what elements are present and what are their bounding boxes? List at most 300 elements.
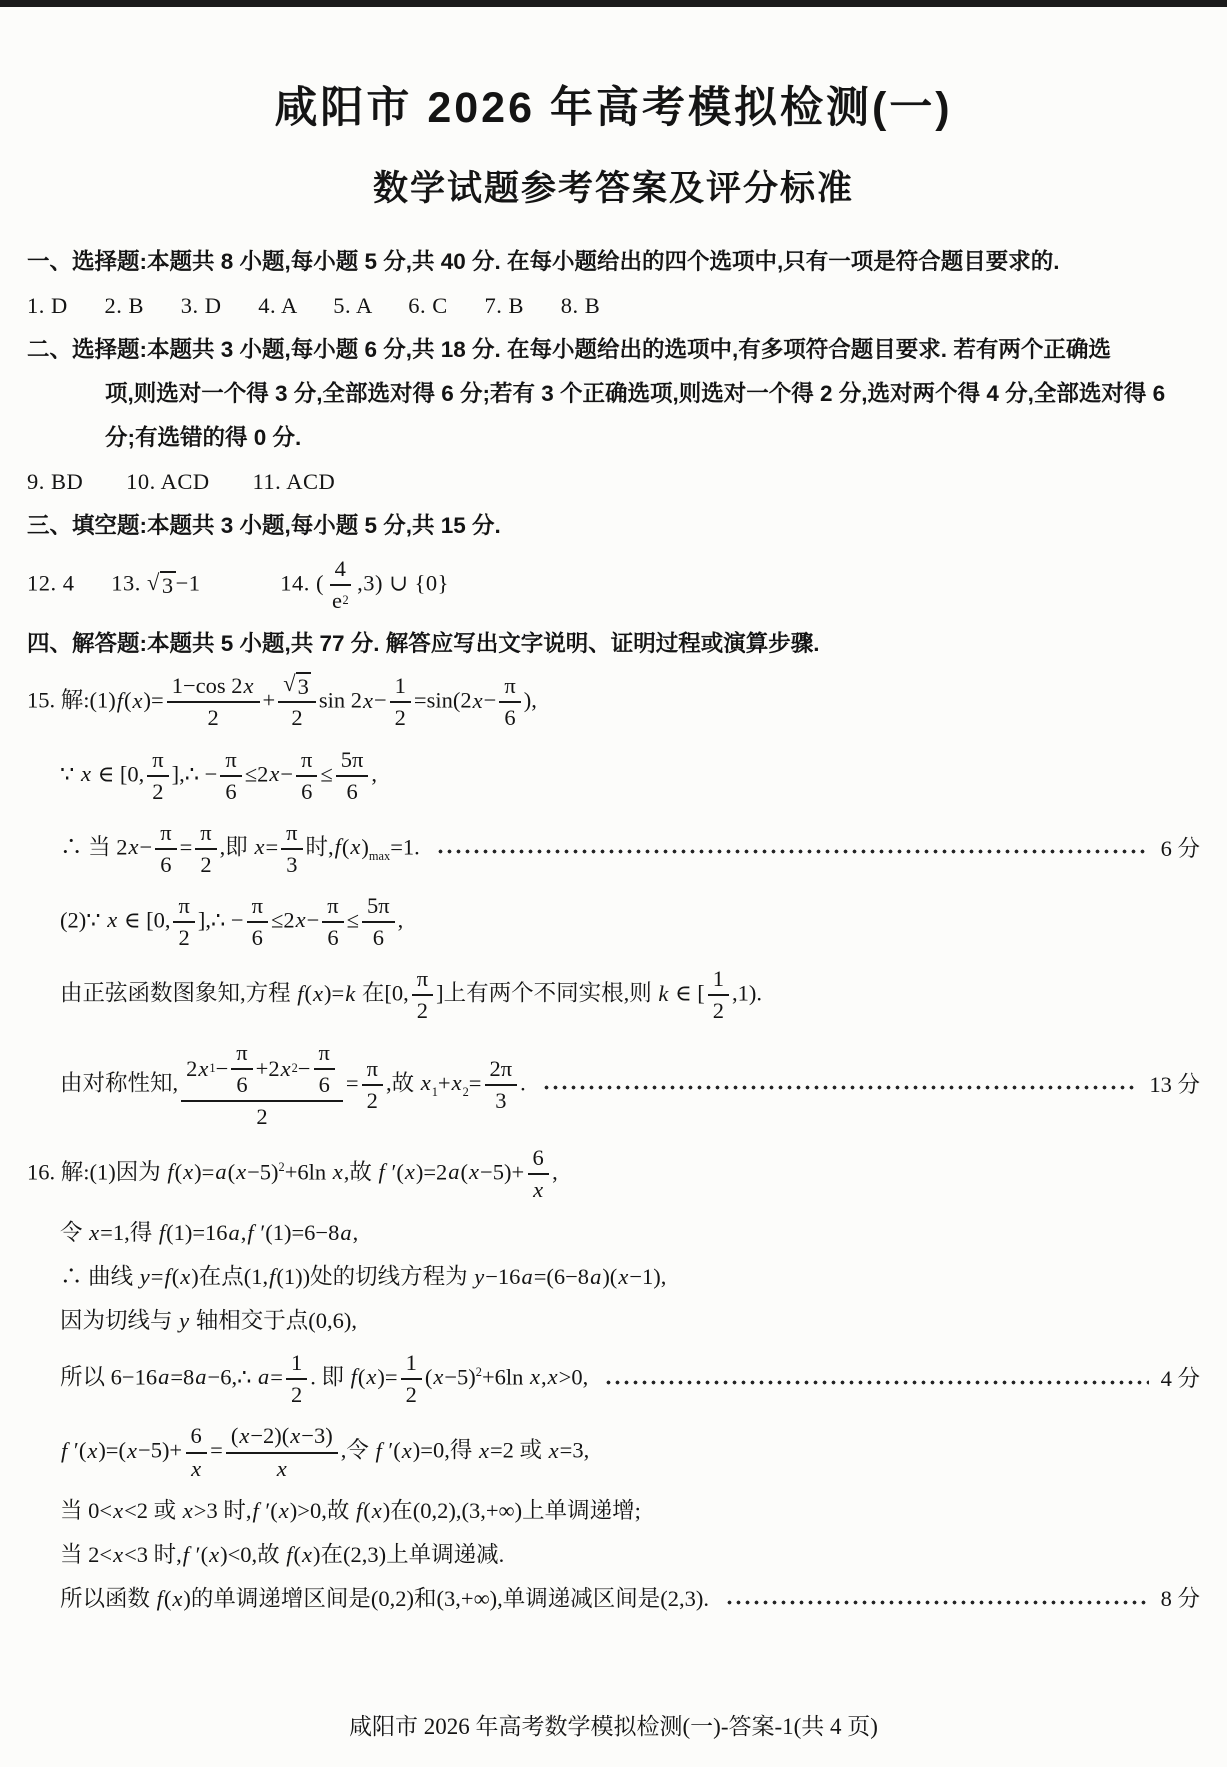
text-run: ,令 xyxy=(340,1437,375,1463)
numerator xyxy=(499,672,520,703)
math-variable: y xyxy=(139,1263,150,1289)
text-run: 时, xyxy=(305,834,334,860)
text-run: −5) xyxy=(247,1159,279,1185)
denominator xyxy=(490,1086,511,1115)
text-run: π xyxy=(286,819,298,845)
math-variable: f xyxy=(182,1542,190,1568)
text-run: =sin(2 xyxy=(413,687,472,713)
math-variable: f xyxy=(156,1586,163,1612)
denominator xyxy=(401,1380,422,1409)
numerator xyxy=(167,672,260,703)
math-variable: x xyxy=(547,1364,558,1390)
text-run: (2)∵ xyxy=(60,907,107,933)
text-run: 二、选择题:本题共 3 小题,每小题 6 分,共 18 分. 在每小题给出的选项中,有多项符合题目要求. 若有两个正确选 xyxy=(27,337,1111,363)
text-run: 四、解答题:本题共 5 小题,共 77 分. 解答应写出文字说明、证明过程或演算步骤. xyxy=(27,630,820,656)
subscript: 1 xyxy=(431,1084,438,1099)
fraction xyxy=(147,746,168,806)
text-run: 6 xyxy=(372,925,384,951)
numerator xyxy=(231,1039,252,1070)
math-variable: x xyxy=(548,1437,559,1463)
math-variable: x xyxy=(278,1498,289,1524)
dotted-leader xyxy=(542,1085,1138,1090)
text-run: 1 xyxy=(394,673,406,699)
fraction xyxy=(220,746,241,806)
text-run: )= xyxy=(377,1364,398,1390)
p16-line8 xyxy=(27,1540,1200,1571)
text-run: 分;有选错的得 0 分. xyxy=(105,425,302,451)
text-run: π xyxy=(251,893,263,918)
score-label: 8 分 xyxy=(1160,1586,1200,1612)
subscript: 2 xyxy=(291,1060,298,1075)
text-run: 1 xyxy=(712,966,724,992)
p15-line1 xyxy=(27,672,1200,732)
text-run: π xyxy=(225,746,237,772)
p16-line7 xyxy=(27,1496,1200,1527)
math-variable: x xyxy=(366,1364,377,1390)
math-variable: x xyxy=(113,1498,124,1524)
text-run: , xyxy=(552,1159,558,1185)
text-run: +6ln xyxy=(284,1159,332,1185)
text-run: π xyxy=(327,893,339,918)
text-run: = xyxy=(210,1437,223,1463)
text-run: 2 xyxy=(416,998,429,1024)
text-run: ( xyxy=(293,1542,302,1568)
math-run xyxy=(105,380,1165,408)
text-run: +6ln xyxy=(481,1364,530,1390)
text-run: =8 xyxy=(170,1364,195,1390)
math-variable: y xyxy=(474,1263,485,1289)
numerator xyxy=(181,1039,343,1102)
text-run: 1. D 2. B 3. D 4. A 5. A 6. C 7. B 8. B xyxy=(27,293,601,319)
math-variable: f xyxy=(247,1219,254,1245)
numerator xyxy=(286,1349,307,1380)
denominator xyxy=(708,996,729,1025)
text-run: 6 xyxy=(225,778,237,804)
fraction xyxy=(527,1144,549,1204)
math-variable: a xyxy=(158,1364,170,1390)
numerator xyxy=(708,965,729,996)
text-run: 当 2< xyxy=(60,1542,113,1568)
text-run: 6 xyxy=(532,1144,544,1170)
text-run: ( xyxy=(424,1364,433,1390)
denominator xyxy=(185,1454,207,1483)
math-run xyxy=(27,468,335,496)
math-variable: x xyxy=(113,1542,124,1568)
math-variable: f xyxy=(252,1498,259,1524)
text-run: π xyxy=(200,819,212,845)
fraction xyxy=(322,892,343,952)
text-run: 2 xyxy=(256,1103,268,1129)
score-label: 13 分 xyxy=(1149,1071,1200,1097)
math-variable: x xyxy=(239,1423,250,1449)
fraction xyxy=(336,746,369,806)
numerator xyxy=(296,746,317,777)
p15-line4 xyxy=(27,892,1200,952)
math-variable: x xyxy=(302,1542,313,1568)
math-variable: x xyxy=(191,1455,202,1481)
math-variable: k xyxy=(658,980,669,1006)
math-variable: x xyxy=(362,687,373,713)
text-run: ∵ xyxy=(60,760,80,786)
fraction xyxy=(485,1055,518,1115)
text-run: , xyxy=(352,1219,359,1245)
math-variable: x xyxy=(533,1177,544,1202)
text-run: ]上有两个不同实根,则 xyxy=(436,980,658,1006)
text-run: )<0,故 xyxy=(220,1542,286,1568)
superscript: 2 xyxy=(278,1159,285,1174)
fraction xyxy=(314,1039,335,1099)
text-run: −5)+ xyxy=(138,1437,183,1463)
p15-line2 xyxy=(27,746,1200,806)
text-run: 三、填空题:本题共 3 小题,每小题 5 分,共 15 分. xyxy=(27,513,501,539)
text-run: 2 xyxy=(178,925,190,951)
text-run: 2 xyxy=(186,1055,198,1081)
denominator xyxy=(286,703,307,732)
text-run: ( xyxy=(460,1159,469,1185)
math-run xyxy=(60,1263,666,1291)
radical-sign: √ xyxy=(147,570,160,596)
text-run: ,即 xyxy=(219,834,254,860)
numerator xyxy=(220,746,241,777)
text-run: 由对称性知, xyxy=(60,1069,179,1095)
numerator xyxy=(362,892,395,923)
p16-line2 xyxy=(27,1217,1200,1248)
fraction xyxy=(167,672,260,732)
text-run: −6,∴ xyxy=(207,1364,258,1390)
math-variable: x xyxy=(371,1498,382,1524)
math-variable: f xyxy=(350,1364,357,1390)
fraction xyxy=(247,892,268,952)
denominator xyxy=(296,777,317,806)
sec1-answers xyxy=(27,291,1200,322)
text-run: π xyxy=(152,746,164,772)
math-run xyxy=(27,1144,558,1204)
text-run: )在(2,3)上单调递减. xyxy=(313,1542,505,1568)
denominator xyxy=(341,777,362,806)
text-run: 6 xyxy=(327,925,339,951)
text-run: 2 xyxy=(366,1087,378,1113)
text-run: 所以 6−16 xyxy=(60,1364,158,1390)
score-label: 4 分 xyxy=(1160,1366,1200,1392)
math-variable: a xyxy=(258,1364,270,1390)
text-run: )>0,故 xyxy=(289,1498,355,1524)
math-variable: a xyxy=(195,1364,207,1390)
math-variable: x xyxy=(183,1159,194,1185)
denominator xyxy=(247,923,268,952)
numerator xyxy=(528,1144,549,1175)
denominator xyxy=(155,850,176,879)
numerator xyxy=(330,555,352,586)
numerator xyxy=(147,746,168,777)
text-run: 16. 解:(1)因为 xyxy=(27,1159,167,1185)
math-run xyxy=(60,1039,526,1131)
sec3-header xyxy=(27,511,1200,542)
text-run: = xyxy=(270,1364,283,1390)
math-variable: x xyxy=(618,1263,629,1289)
math-variable: x xyxy=(236,1159,247,1185)
score-label: 6 分 xyxy=(1160,835,1200,861)
text-run: π xyxy=(236,1039,248,1065)
text-run: e xyxy=(331,588,343,614)
p16-line1 xyxy=(27,1144,1200,1204)
text-run: ],∴ − xyxy=(197,907,244,933)
math-run xyxy=(27,672,537,732)
text-run: 所以函数 xyxy=(60,1586,156,1612)
text-run: ( xyxy=(163,1586,172,1612)
math-variable: a xyxy=(228,1219,240,1245)
text-run: 2 xyxy=(405,1382,417,1408)
math-variable: x xyxy=(107,907,118,933)
text-run: 6 xyxy=(318,1071,330,1097)
text-run: ′( xyxy=(68,1437,87,1463)
text-run: 2 xyxy=(207,705,219,731)
text-run: −3) xyxy=(301,1423,333,1449)
text-run: ′( xyxy=(259,1498,278,1524)
numerator xyxy=(314,1039,335,1070)
math-run xyxy=(60,1307,357,1335)
text-run: π xyxy=(301,746,313,772)
text-run: ′( xyxy=(385,1159,404,1185)
text-run: ≤2 xyxy=(244,760,269,786)
text-run: ( xyxy=(171,1263,180,1289)
math-variable: x xyxy=(420,1069,431,1095)
text-run: ,1). xyxy=(732,980,762,1006)
text-run: )( xyxy=(602,1263,618,1289)
dotted-leader xyxy=(604,1380,1148,1385)
text-run: 在[0, xyxy=(356,980,409,1006)
text-run: −16 xyxy=(485,1263,521,1289)
math-variable: x xyxy=(433,1364,444,1390)
text-run: = xyxy=(150,1263,164,1289)
text-run: 6 xyxy=(251,925,263,951)
text-run: ( xyxy=(174,1159,183,1185)
text-run: +2 xyxy=(255,1055,280,1081)
text-run: 轴相交于点(0,6), xyxy=(190,1307,358,1333)
math-variable: x xyxy=(478,1437,489,1463)
text-run: 5π xyxy=(367,893,390,918)
math-variable: x xyxy=(295,907,306,933)
math-variable: x xyxy=(80,760,91,786)
math-run xyxy=(60,1219,358,1247)
text-run: 6 xyxy=(504,705,516,731)
fraction xyxy=(226,1422,338,1482)
text-run: 3 xyxy=(297,674,309,700)
text-run: 6 xyxy=(346,778,358,804)
math-run xyxy=(60,892,403,952)
math-variable: x xyxy=(128,834,139,860)
math-variable: x xyxy=(87,1437,98,1463)
text-run: ) xyxy=(361,834,369,860)
math-variable: x xyxy=(269,760,280,786)
math-variable: x xyxy=(254,834,265,860)
math-run xyxy=(27,512,501,540)
text-run: 1−cos 2 xyxy=(171,673,243,699)
text-run: π xyxy=(178,893,190,918)
text-run: 14. ( xyxy=(200,570,324,596)
numerator xyxy=(412,965,433,996)
math-run xyxy=(27,292,600,320)
text-run: ( xyxy=(341,834,350,860)
denominator xyxy=(322,923,343,952)
text-run: 5π xyxy=(340,746,364,772)
text-run: ( xyxy=(124,687,132,713)
text-run: ( xyxy=(357,1364,366,1390)
text-run: 3 xyxy=(161,573,174,599)
text-run: 当 0< xyxy=(60,1498,113,1524)
text-run: =2 或 xyxy=(489,1437,548,1463)
subscript: max xyxy=(368,848,391,863)
denominator xyxy=(368,923,389,952)
text-run: )= xyxy=(194,1159,215,1185)
text-run: 6 xyxy=(301,778,313,804)
math-variable: f xyxy=(164,1263,171,1289)
math-variable: x xyxy=(132,687,143,713)
dotted-leader xyxy=(725,1600,1149,1605)
math-variable: f xyxy=(334,834,341,860)
text-run: π xyxy=(160,819,172,845)
text-run: ( xyxy=(363,1498,371,1524)
math-variable: a xyxy=(521,1263,533,1289)
text-run: 6 xyxy=(190,1423,202,1449)
text-run: , xyxy=(240,1219,247,1245)
sec2-header-line2 xyxy=(27,379,1200,410)
text-run: −5) xyxy=(444,1364,476,1390)
math-run xyxy=(27,336,1111,364)
text-run: 9. BD 10. ACD 11. ACD xyxy=(27,469,336,495)
sec3-answers xyxy=(27,555,1200,615)
text-run: 2 xyxy=(291,705,303,731)
text-run: )=0,得 xyxy=(412,1437,478,1463)
p15-line5 xyxy=(27,965,1200,1025)
math-variable: x xyxy=(404,1159,415,1185)
text-run: )的单调递增区间是(0,2)和(3,+∞),单调递减区间是(2,3). xyxy=(183,1586,709,1612)
math-variable: f xyxy=(355,1498,363,1524)
text-run: >3 时, xyxy=(193,1498,252,1524)
text-run: 6 xyxy=(236,1071,248,1097)
text-run: ],∴ − xyxy=(171,760,218,786)
math-variable: a xyxy=(340,1219,352,1245)
math-variable: a xyxy=(215,1159,227,1185)
text-run: −1), xyxy=(629,1263,667,1289)
text-run: ≤2 xyxy=(270,907,295,933)
denominator xyxy=(390,703,411,732)
text-run: ∈ [ xyxy=(669,980,705,1006)
math-variable: f xyxy=(375,1437,382,1463)
sec2-header-line3 xyxy=(27,423,1200,454)
fraction xyxy=(708,965,729,1025)
p16-line5 xyxy=(27,1349,1200,1409)
sec4-header xyxy=(27,628,1200,659)
math-variable: x xyxy=(127,1437,137,1463)
denominator xyxy=(281,850,302,879)
text-run: π xyxy=(416,966,429,992)
superscript: 2 xyxy=(475,1364,482,1379)
page-subtitle: 数学试题参考答案及评分标准 xyxy=(372,169,854,208)
text-run: = xyxy=(179,834,193,860)
denominator xyxy=(327,586,354,615)
text-run: >0, xyxy=(558,1364,589,1390)
math-variable: f xyxy=(61,1437,68,1463)
text-run: . xyxy=(520,1069,526,1095)
fraction xyxy=(499,672,520,732)
fraction xyxy=(362,892,395,952)
text-run: 12. 4 13. xyxy=(27,570,147,596)
text-run: ,故 xyxy=(385,1069,420,1095)
numerator xyxy=(173,892,194,923)
denominator xyxy=(271,1454,293,1483)
text-run: ( xyxy=(230,1423,239,1449)
text-run: , xyxy=(397,907,404,933)
math-variable: x xyxy=(451,1069,462,1095)
fraction xyxy=(327,555,354,615)
denominator xyxy=(195,850,216,879)
text-run: )= xyxy=(324,980,345,1006)
math-variable: x xyxy=(243,673,254,699)
text-run: − xyxy=(280,760,294,786)
text-run: =1,得 xyxy=(100,1219,158,1245)
math-variable: x xyxy=(280,1055,291,1081)
math-variable: x xyxy=(401,1437,412,1463)
text-run: )=2 xyxy=(415,1159,448,1185)
math-run xyxy=(105,424,301,452)
text-run: 1 xyxy=(291,1350,303,1376)
fraction xyxy=(286,1349,307,1409)
dotted-leader xyxy=(436,849,1149,854)
text-run: 2 xyxy=(291,1382,303,1408)
text-run: − xyxy=(373,687,387,713)
text-run: ( xyxy=(227,1159,236,1185)
p15-line3 xyxy=(27,819,1200,879)
sec2-answers xyxy=(27,467,1200,498)
math-run xyxy=(60,1541,504,1569)
text-run: π xyxy=(318,1039,330,1065)
numerator xyxy=(401,1349,422,1380)
text-run: −1 xyxy=(175,570,201,596)
denominator xyxy=(202,703,223,732)
denominator xyxy=(220,777,241,806)
text-run: −5)+ xyxy=(480,1159,525,1185)
text-run: ,3) ∪ {0} xyxy=(357,570,449,596)
text-run: π xyxy=(504,673,516,699)
fraction xyxy=(362,1055,383,1115)
text-run: 4 xyxy=(334,556,347,581)
denominator xyxy=(412,996,433,1025)
denominator xyxy=(527,1175,549,1204)
text-run: 2π xyxy=(489,1055,513,1081)
math-run xyxy=(60,1349,588,1409)
math-variable: x xyxy=(198,1055,209,1081)
text-run: 1 xyxy=(405,1350,417,1376)
math-variable: x xyxy=(172,1586,183,1612)
denominator xyxy=(251,1102,272,1131)
superscript: 2 xyxy=(342,593,350,608)
fraction xyxy=(195,819,216,879)
math-variable: f xyxy=(286,1542,293,1568)
text-run: ∴ 当 2 xyxy=(60,834,128,860)
text-run: ,故 xyxy=(343,1159,378,1185)
math-variable: k xyxy=(345,980,356,1006)
text-run: ∈ [0, xyxy=(91,760,145,786)
numerator xyxy=(362,1055,383,1086)
math-variable: a xyxy=(590,1263,602,1289)
math-run xyxy=(60,819,420,879)
text-run: <2 或 xyxy=(124,1498,182,1524)
text-run: 3 xyxy=(286,851,298,877)
math-variable: x xyxy=(290,1423,301,1449)
subscript: 2 xyxy=(462,1084,469,1099)
radical-sign: √ xyxy=(283,671,296,697)
fraction xyxy=(181,1039,343,1131)
